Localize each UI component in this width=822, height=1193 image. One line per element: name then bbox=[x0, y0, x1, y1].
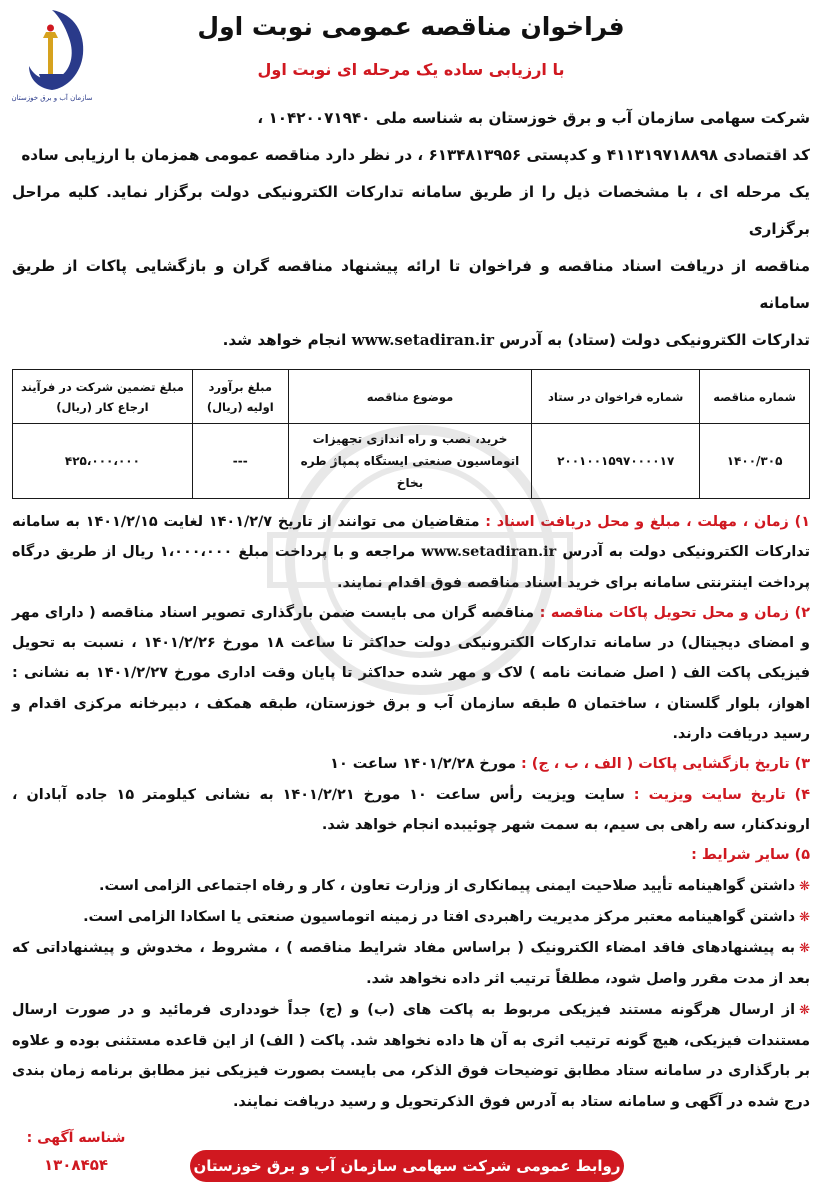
page-subtitle: با ارزیابی ساده یک مرحله ای نوبت اول bbox=[257, 60, 565, 79]
header-call-no: شماره فراخوان در ستاد bbox=[532, 370, 700, 424]
header bbox=[11, 8, 810, 102]
list-item bbox=[12, 995, 810, 1117]
organization-logo bbox=[12, 8, 92, 108]
list-item bbox=[12, 933, 810, 995]
logo-caption: سازمان آب و برق خوزستان bbox=[11, 94, 93, 102]
cell-tender-no: ۱۴۰۰/۳۰۵ bbox=[700, 424, 810, 499]
bullet-text: داشتن گواهینامه معتبر مرکز مدیریت راهبردی افتا در زمینه اتوماسیون صنعتی یا اسکادا الزامی است. bbox=[83, 908, 796, 925]
intro-line: یک مرحله ای ، با مشخصات ذیل را از طریق سامانه تدارکات الکترونیکی دولت برگزار نماید. کلیه مراحل برگزاری bbox=[12, 183, 810, 238]
table-row bbox=[13, 424, 810, 499]
water-power-logo-icon bbox=[17, 8, 87, 92]
intro-paragraph bbox=[12, 100, 810, 359]
header-guarantee: مبلغ تضمین شرکت در فرآیند ارجاع کار (ریال) bbox=[13, 370, 193, 424]
section-5 bbox=[12, 840, 810, 870]
header-subject: موضوع مناقصه bbox=[288, 370, 532, 424]
list-item bbox=[12, 902, 810, 933]
bullet-icon: ❋ bbox=[799, 1002, 810, 1018]
bullet-icon: ❋ bbox=[799, 878, 810, 894]
conditions-body bbox=[12, 507, 810, 1117]
section-2-text: مناقصه گران می بایست ضمن بارگذاری تصویر اسناد مناقصه ( دارای مهر و امضای دیجیتال) در سامانه تدارکات الکترونیکی دولت حداکثر تا ساعت ۱۸ مورخ ۱۴۰۱/۲/۲۶ ، نسبت به تحویل فیزیکی پاکت الف ( اصل ضمانت نامه ) لاک و مهر شده حداکثر تا پایان وقت اداری مورخ ۱۴۰۱/۲/۲۷ به نشانی : اهواز، بلوار گلستان ، ساختمان ۵ طبقه سازمان آب و برق خوزستان، طبقه همکف ، دبیرخانه مرکزی اقدام و رسید دریافت دارند. bbox=[12, 604, 811, 743]
bullet-text: به پیشنهادهای فاقد امضاء الکترونیک ( براساس مفاد شرایط مناقصه ) ، مشروط ، مخدوش و پیشنهاداتی که بعد از مدت مقرر واصل شود، مطلقاً ترتیب اثر داده نخواهد شد. bbox=[12, 940, 810, 988]
section-5-heading: ۵) سایر شرایط : bbox=[691, 847, 810, 864]
bullet-text: داشتن گواهینامه تأیید صلاحیت ایمنی پیمانکاری از وزارت تعاون ، کار و رفاه اجتماعی الزامی است. bbox=[99, 877, 796, 894]
tender-table bbox=[12, 369, 810, 499]
intro-line: مناقصه از دریافت اسناد مناقصه و فراخوان تا ارائه پیشنهاد مناقصه گران و بازگشایی پاکات از طریق سامانه bbox=[12, 257, 810, 312]
intro-line5-post: انجام خواهد شد. bbox=[222, 331, 347, 349]
section-1-text-b: مراجعه و با پرداخت مبلغ ۱،۰۰۰،۰۰۰ ریال از طریق درگاه پرداخت اینترنتی سامانه برای خرید اسناد مناقصه فوق اقدام نمایند. bbox=[12, 544, 810, 591]
list-item bbox=[12, 871, 810, 902]
intro-line bbox=[12, 322, 810, 359]
section-3-heading: ۳) تاریخ بازگشایی پاکات ( الف ، ب ، ج) : bbox=[521, 756, 810, 773]
bullet-icon: ❋ bbox=[799, 941, 810, 957]
section-3 bbox=[12, 749, 810, 779]
section-4 bbox=[12, 780, 810, 841]
public-relations-banner: روابط عمومی شرکت سهامی سازمان آب و برق خوزستان bbox=[190, 1150, 624, 1182]
section-3-text: مورخ ۱۴۰۱/۲/۲۸ ساعت ۱۰ bbox=[330, 756, 516, 773]
section-1 bbox=[12, 507, 810, 598]
cell-guarantee: ۴۲۵،۰۰۰،۰۰۰ bbox=[13, 424, 193, 499]
header-estimate: مبلغ برآورد اولیه (ریال) bbox=[192, 370, 288, 424]
cell-subject: خرید، نصب و راه اندازی تجهیزات اتوماسیون صنعتی ایستگاه پمپاژ طره بخاخ bbox=[288, 424, 532, 499]
notice-id-label: شناسه آگهی : bbox=[26, 1130, 126, 1146]
intro-line: کد اقتصادی ۴۱۱۳۱۹۷۱۸۸۹۸ و کدپستی ۶۱۳۴۸۱۳۹۵۶ ، در نظر دارد مناقصه عمومی همزمان با ارزیابی ساده bbox=[21, 146, 810, 164]
setad-url-link-2[interactable]: www.setadiran.ir bbox=[421, 543, 557, 561]
section-2 bbox=[12, 598, 810, 749]
intro-line5-pre: تدارکات الکترونیکی دولت (ستاد) به آدرس bbox=[499, 331, 810, 349]
page-title: فراخوان مناقصه عمومی نوبت اول bbox=[197, 12, 625, 41]
notice-id-value: ۱۳۰۸۴۵۴ bbox=[43, 1156, 109, 1174]
intro-line: شرکت سهامی سازمان آب و برق خوزستان به شناسه ملی ۱۰۴۲۰۰۷۱۹۴۰ ، bbox=[257, 109, 810, 127]
cell-estimate: --- bbox=[192, 424, 288, 499]
section-4-text: سایت ویزیت رأس ساعت ۱۰ مورخ ۱۴۰۱/۲/۲۱ به نشانی کیلومتر ۱۵ جاده آبادان ، اروندکنار، سه راهی بی سیم، به سمت شهر چوئیبده انجام خواهد شد. bbox=[12, 786, 810, 833]
cell-call-no: ۲۰۰۱۰۰۱۵۹۷۰۰۰۰۱۷ bbox=[532, 424, 700, 499]
section-1-text-a: متقاضیان می توانند از تاریخ ۱۴۰۱/۲/۷ لغایت ۱۴۰۱/۲/۱۵ به سامانه تدارکات الکترونیکی دولت به آدرس bbox=[12, 514, 811, 561]
header-tender-no: شماره مناقصه bbox=[700, 370, 810, 424]
bullet-text: از ارسال هرگونه مستند فیزیکی مربوط به پاکت های (ب) و (ج) جداً خودداری فرمائید و در صورت ارسال مستندات فیزیکی، هیچ گونه ترتیب اثری به آن ها داده نخواهد شد. پاکت ( الف) از این قاعده مستثنی بوده و علاوه بر بارگذاری در سامانه ستاد مطابق توضیحات فوق الذکر، می بایست بصورت فیزیکی نیز مطابق برنامه زمان بندی درج شده در آگهی و سامانه ستاد به آدرس فوق الذکرتحویل و رسید دریافت نمایند. bbox=[12, 1001, 810, 1110]
table-header-row bbox=[13, 370, 810, 424]
setad-url-link[interactable]: www.setadiran.ir bbox=[351, 331, 494, 349]
section-1-heading: ۱) زمان ، مهلت ، مبلغ و محل دریافت اسناد : bbox=[485, 514, 810, 530]
footer bbox=[0, 1120, 822, 1190]
section-2-heading: ۲) زمان و محل تحویل پاکات مناقصه : bbox=[539, 604, 811, 621]
section-4-heading: ۴) تاریخ سایت ویزیت : bbox=[633, 786, 811, 803]
bullet-icon: ❋ bbox=[799, 909, 810, 925]
